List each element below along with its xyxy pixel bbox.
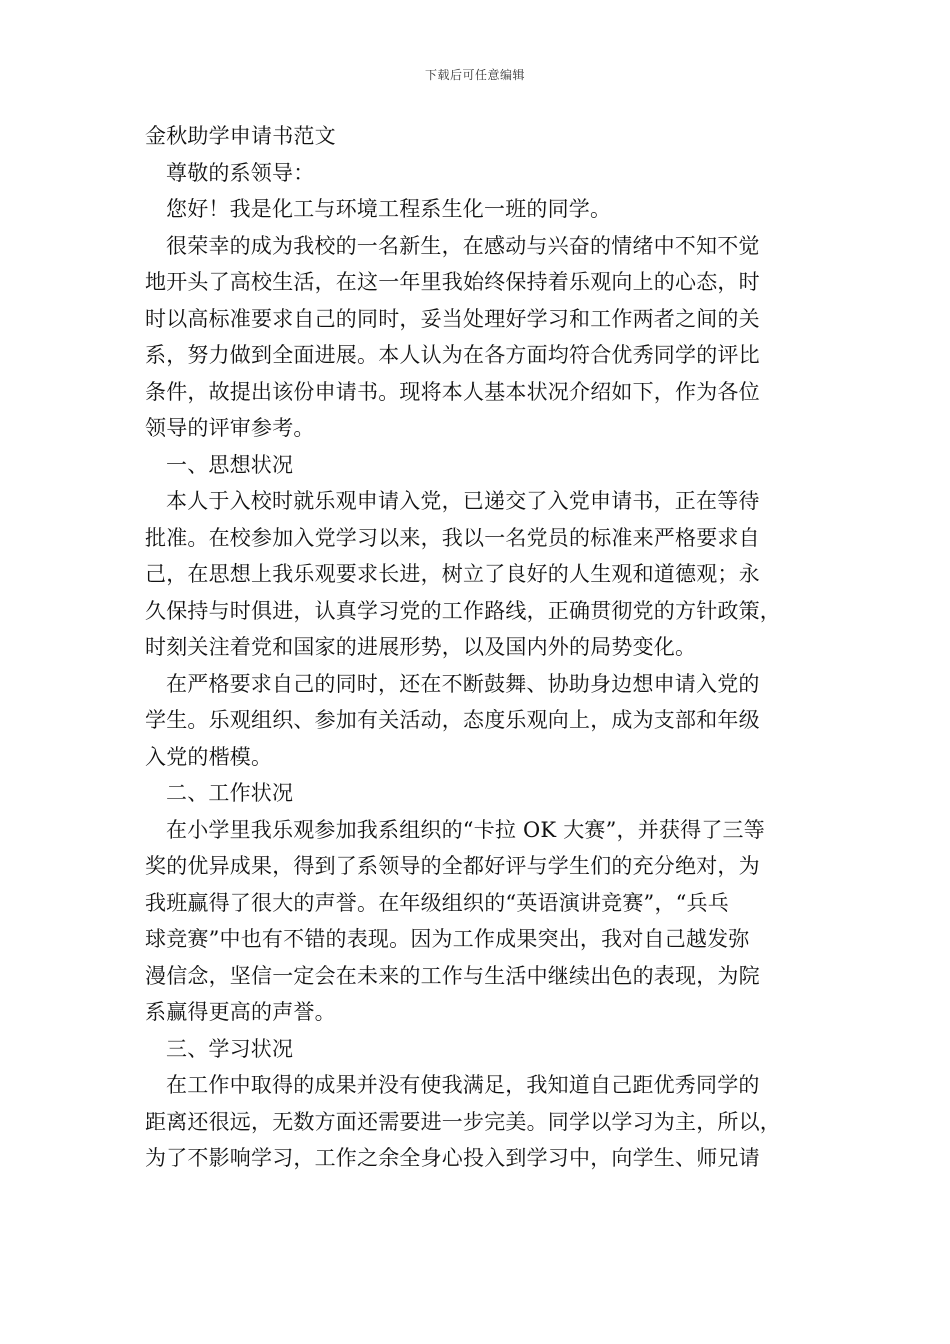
document-body <box>145 118 825 1177</box>
paragraph-line: 奖的优异成果，得到了系领导的全都好评与学生们的充分绝对，为 <box>145 854 760 878</box>
intro-paragraph <box>145 228 825 447</box>
work-paragraph-1 <box>145 812 825 1031</box>
intro-line: 地开头了高校生活，在这一年里我始终保持着乐观向上的心态，时 <box>145 270 760 294</box>
intro-line: 系，努力做到全面进展。本人认为在各方面均符合优秀同学的评比 <box>145 343 760 367</box>
paragraph-line: 学生。乐观组织、参加有关活动，态度乐观向上，成为支部和年级 <box>145 708 760 732</box>
paragraph-line: 久保持与时俱进，认真学习党的工作路线，正确贯彻党的方针政策， <box>145 598 781 623</box>
intro-line: 很荣幸的成为我校的一名新生，在感动与兴奋的情绪中不知不觉 <box>166 233 760 258</box>
paragraph-line: 在小学里我乐观参加我系组织的“卡拉 OK 大赛”，并获得了三等 <box>166 817 765 842</box>
paragraph-line: 漫信念，坚信一定会在未来的工作与生活中继续出色的表现，为院 <box>145 963 760 988</box>
greeting: 您好！我是化工与环境工程系生化一班的同学。 <box>166 197 612 221</box>
section-heading-work: 二、工作状况 <box>166 781 294 805</box>
salutation: 尊敬的系领导： <box>166 160 315 185</box>
section-heading-study: 三、学习状况 <box>166 1036 294 1061</box>
study-paragraph-1 <box>145 1067 825 1177</box>
thought-paragraph-1 <box>145 483 825 666</box>
paragraph-line: 时刻关注着党和国家的进展形势，以及国内外的局势变化。 <box>145 635 697 659</box>
intro-line: 条件，故提出该份申请书。现将本人基本状况介绍如下，作为各位 <box>145 379 760 404</box>
page-header-note: 下载后可任意编辑 <box>424 68 525 82</box>
paragraph-line: 己，在思想上我乐观要求长进，树立了良好的人生观和道德观；永 <box>145 562 760 586</box>
document-title: 金秋助学申请书范文 <box>145 124 336 148</box>
paragraph-line: 为了不影响学习，工作之余全身心投入到学习中，向学生、师兄请 <box>145 1146 760 1170</box>
paragraph-line: 球竞赛”中也有不错的表现。因为工作成果突出，我对自己越发弥 <box>145 927 750 951</box>
paragraph-line: 距离还很远，无数方面还需要进一步完美。同学以学习为主，所以， <box>145 1109 781 1134</box>
intro-line: 领导的评审参考。 <box>145 416 315 440</box>
intro-line: 时以高标准要求自己的同时，妥当处理好学习和工作两者之间的关 <box>145 306 760 331</box>
paragraph-line: 批准。在校参加入党学习以来，我以一名党员的标准来严格要求自 <box>145 525 760 550</box>
paragraph-line: 入党的楷模。 <box>145 744 273 769</box>
thought-paragraph-2 <box>145 666 825 776</box>
paragraph-line: 本人于入校时就乐观申请入党，已递交了入党申请书，正在等待 <box>166 489 760 513</box>
paragraph-line: 系赢得更高的声誉。 <box>145 1000 336 1024</box>
paragraph-line: 我班赢得了很大的声誉。在年级组织的“英语演讲竞赛”，“兵乓 <box>145 890 730 915</box>
paragraph-line: 在严格要求自己的同时，还在不断鼓舞、协助身边想申请入党的 <box>166 671 760 696</box>
paragraph-line: 在工作中取得的成果并没有使我满足，我知道自己距优秀同学的 <box>166 1073 760 1097</box>
section-heading-thought: 一、思想状况 <box>166 452 294 477</box>
